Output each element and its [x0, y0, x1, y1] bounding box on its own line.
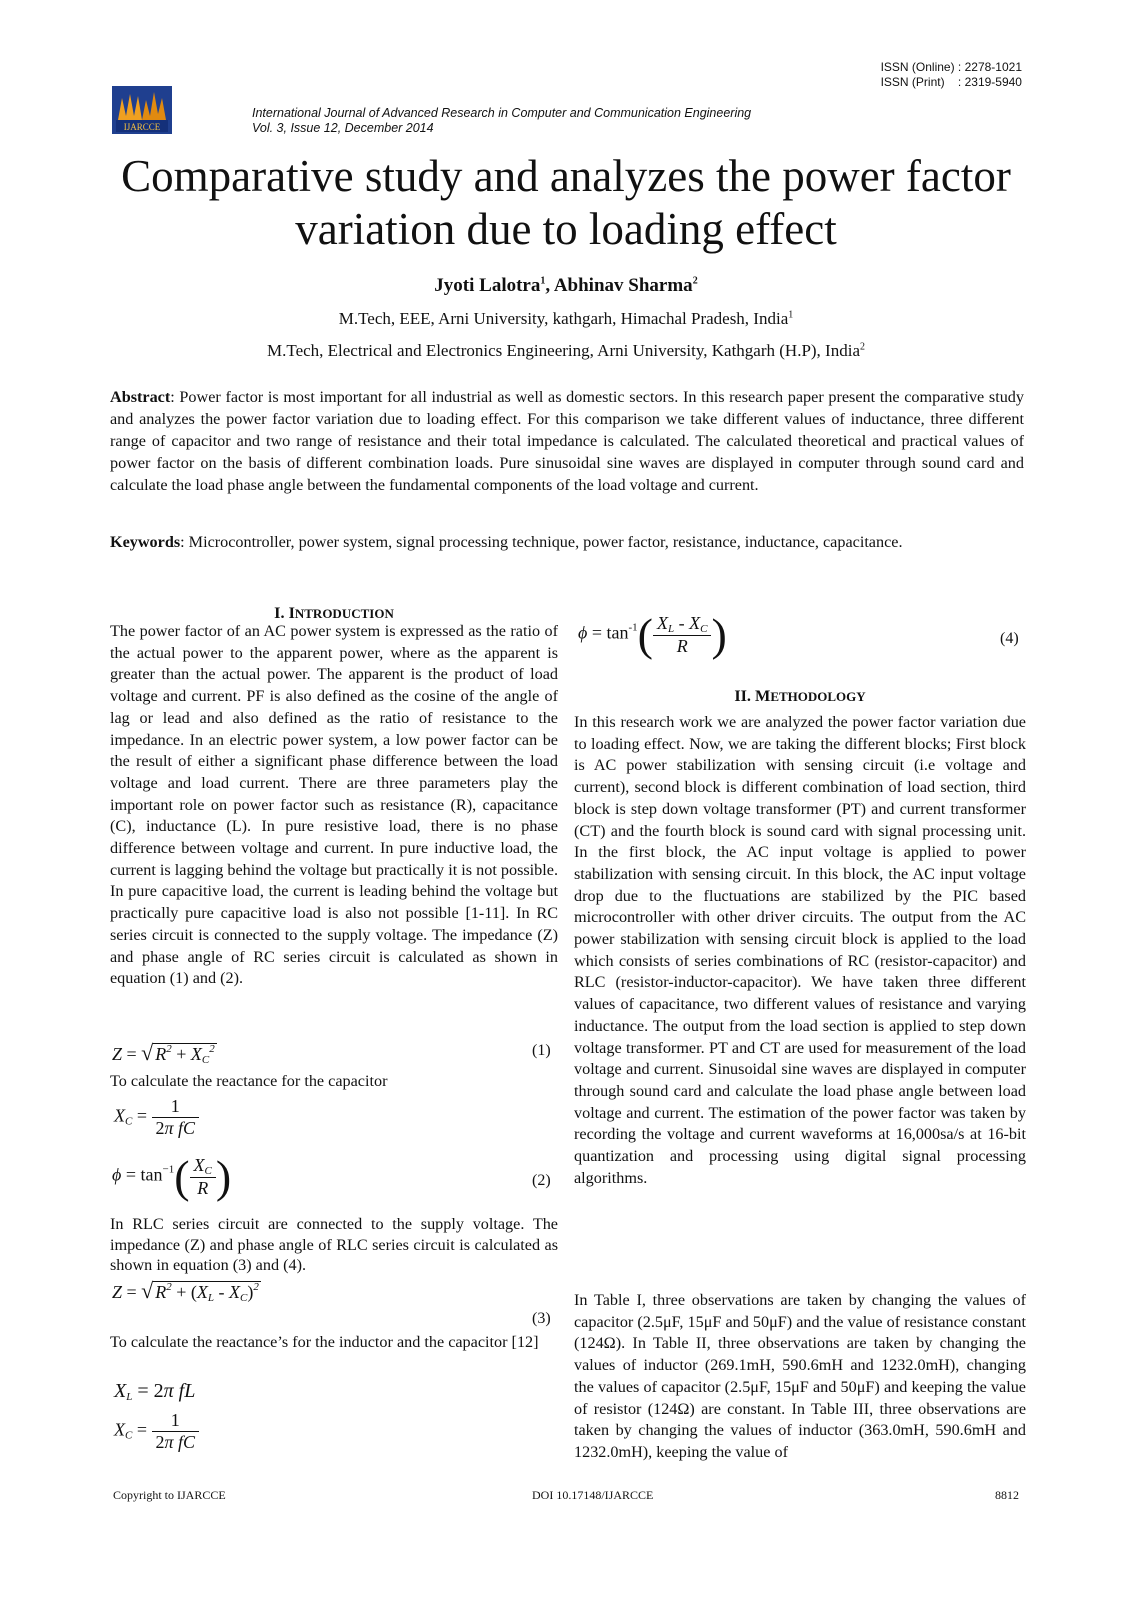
author-1: Jyoti Lalotra [434, 275, 541, 296]
intro-heading-first: I [288, 604, 295, 622]
equation-1-number: (1) [532, 1042, 551, 1059]
journal-name: International Journal of Advanced Research in Computer and Communication Engineering [252, 106, 752, 120]
abstract-label: Abstract [110, 388, 171, 406]
equation-4: $\phi = \tan^{-1}$( $\frac{X_L - X_C}{R}$ ) [578, 609, 727, 660]
journal-logo [112, 86, 172, 134]
keywords-label: Keywords [110, 533, 181, 551]
equation-3: Z = √ $R^2 + (X_L - X_C)^2$ [112, 1278, 259, 1304]
footer-page-number: 8812 [995, 1488, 1019, 1502]
equation-1: Z = √ $R^2 + X_C^2$ [112, 1040, 215, 1066]
author-separator: , [545, 275, 554, 296]
journal-info [252, 106, 751, 136]
logo-text: IJARCCE [123, 122, 161, 132]
issn-block [881, 60, 1022, 90]
method-heading-rest: ETHODOLOGY [770, 689, 866, 704]
equation-xc: $X_C$ = $\frac{1}{\text{2π fC}}$ [114, 1096, 199, 1139]
intro-paragraph-3: In RLC series circuit are connected to the supply voltage. The impedance (Z) and phase angle of RLC series circuit is calculated as shown in equation (3) and (4). [110, 1215, 558, 1274]
journal-volume: Vol. 3, Issue 12, December 2014 [252, 121, 434, 135]
equation-xc-2: $X_C$ = $\frac{1}{\text{2π fC}}$ [114, 1410, 199, 1453]
affiliation-1-text: M.Tech, EEE, Arni University, kathgarh, Himachal Pradesh, India [338, 309, 789, 328]
author-2: Abhinav Sharma [553, 275, 693, 296]
method-paragraph-1: In this research work we are analyzed the power factor variation due to loading effect. Now, we are taking the different blocks; First block is AC power stabilization with sensing circuit (i.e voltage and current), second block is different combination of load section, third block is step down voltage transformer (PT) and current transformer (CT) and the fourth block is sound card with signal processing unit. In the first block, the AC input voltage is applied to power stabilization with sensing circuit. In this block, the AC input voltage drop due to the fluctuations are stabilized by the PIC based microcontroller with other driver circuits. The output from the AC power stabilization with sensing circuit block is applied to the load which consists of series combinations of RC (resistor-capacitor) and RLC (resistor-inductor-capacitor). We have taken three different values of capacitance, two different values of resistance and varying inductance. The output from the load section is applied to step down voltage transformer. PT and CT are used for measurement of the load voltage and current. Sinusoidal sine waves are displayed in computer through sound card and calculate the load phase angle between load voltage and current. The estimation of the power factor was taken by recording the voltage and current waveforms at 16,000sa/s at 16-bit quantization and processing using digital signal processing algorithms. [574, 713, 1026, 1187]
issn-online: ISSN (Online) : 2278-1021 [880, 60, 1022, 74]
affiliation-2-text: M.Tech, Electrical and Electronics Engineering, Arni University, Kathgarh (H.P), India [267, 341, 860, 360]
abstract [110, 386, 1024, 496]
equation-xl: $X_L = 2\pi$ fL [114, 1380, 196, 1403]
affiliation-2-sup: 2 [860, 341, 865, 353]
intro-heading-rest: NTRODUCTION [294, 606, 394, 621]
intro-paragraph-1: The power factor of an AC power system is expressed as the ratio of the actual power to the apparent power, where as the apparent is greater than the actual power. The apparent is the product of load voltage and current. PF is also defined as the cosine of the angle of lag or lead and also defined as the ratio of resistance to the impedance. In an electric power system, a low power factor can be the result of either a significant phase difference between the load voltage and load current. There are three parameters play the important role on power factor such as resistance (R), capacitance (C), inductance (L). In pure resistive load, there is no phase difference between voltage and current. In pure inductive load, the current is lagging behind the voltage but practically it is not possible. In pure capacitive load, the current is leading behind the voltage but practically pure capacitive load is also not possible [1-11]. In RC series circuit is connected to the supply voltage. The impedance (Z) and phase angle of RC series circuit is calculated as shown in equation (1) and (2). [110, 622, 558, 988]
equation-2: $\phi = \tan^{-1}$( $\frac{X_C}{R}$ ) [112, 1151, 232, 1202]
intro-heading-num: I. [274, 604, 289, 622]
affiliation-2 [60, 341, 1072, 361]
keywords-text: : Microcontroller, power system, signal processing technique, power factor, resistance, inductance, capacitance. [180, 533, 903, 551]
section-heading-methodology [574, 687, 1026, 706]
footer-copyright: Copyright to IJARCCE [113, 1488, 226, 1502]
method-paragraph-2: In Table I, three observations are taken by changing the values of capacitor (2.5μF, 15μF and 50μF) and the value of resistance constant (124Ω). In Table II, three observations are taken by changing the values of inductor (269.1mH, 590.6mH and 1232.0mH), changing the values of capacitor (2.5μF, 15μF and 50μF) and keeping the value of resistor (124Ω) are constant. In Table III, three observations are taken by changing the values of inductor (363.0mH, 590.6mH and 1232.0mH), keeping the value of [574, 1291, 1026, 1461]
logo-graphic [112, 86, 172, 134]
equation-2-number: (2) [532, 1172, 551, 1189]
title-line-1: Comparative study and analyzes the power factor [121, 151, 1011, 201]
intro-paragraph-4: To calculate the reactance’s for the inductor and the capacitor [12] [110, 1333, 539, 1351]
method-heading-num: II. [734, 687, 756, 705]
author-list [60, 275, 1072, 297]
affiliation-1-sup: 1 [788, 309, 794, 321]
title-line-2: variation due to loading effect [295, 204, 837, 254]
affiliation-1 [60, 309, 1072, 329]
author-1-sup: 1 [540, 275, 546, 287]
footer-doi: DOI 10.17148/IJARCCE [532, 1488, 654, 1502]
method-heading-first: M [755, 687, 771, 705]
keywords [110, 531, 1024, 553]
equation-4-number: (4) [1000, 630, 1019, 647]
abstract-text: : Power factor is most important for all industrial as well as domestic sectors. In this research paper present the comparative study and analyzes the power factor variation due to loading effect. For this comparison we take different values of inductance, three different range of capacitor and two range of resistance and their total impedance is calculated. The calculated theoretical and practical values of power factor on the basis of different combination loads. Pure sinusoidal sine waves are displayed in computer through sound card and calculate the load phase angle between the fundamental components of the load voltage and current. [110, 388, 1024, 494]
issn-print: ISSN (Print) : 2319-5940 [880, 75, 1022, 89]
paper-title [60, 150, 1072, 256]
equation-3-number: (3) [532, 1310, 551, 1327]
author-2-sup: 2 [692, 275, 698, 287]
intro-paragraph-2: To calculate the reactance for the capacitor [110, 1072, 388, 1090]
